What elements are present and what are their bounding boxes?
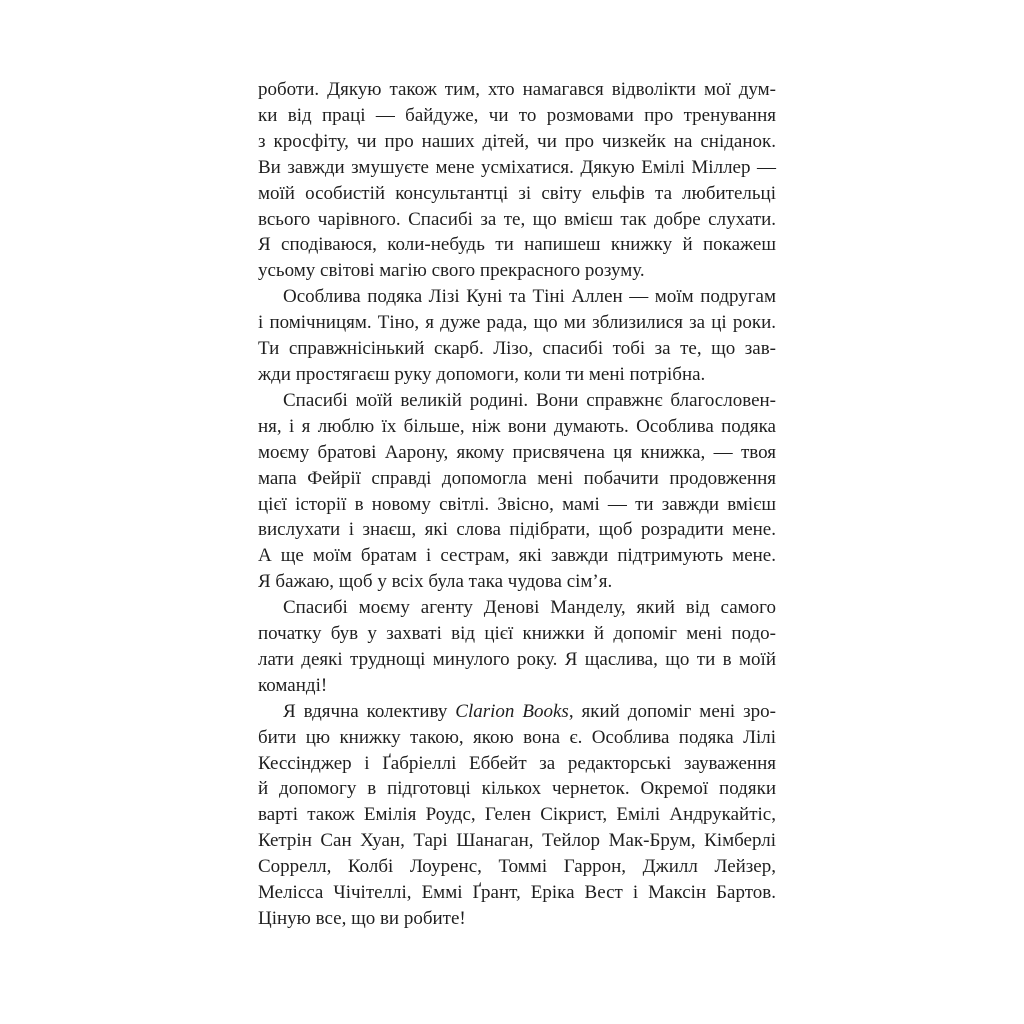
- text-line: жди простягаєш руку допомоги, коли ти мені потрібна.: [258, 363, 706, 385]
- text-line: Особлива подяка Лізі Куні та Тіні Аллен — моїм подругам: [283, 286, 776, 308]
- text-line: Я сподіваюся, коли-небудь ти напишеш книжку й покажеш: [258, 234, 776, 256]
- acknowledgments-text-block: [258, 77, 776, 932]
- text-line: Спасибі моїй великій родині. Вони справжнє благословен-: [283, 389, 776, 411]
- text-line: ня, і я люблю їх більше, ніж вони думають. Особлива подяка: [258, 415, 776, 437]
- text-line: Кетрін Сан Хуан, Тарі Шанаган, Тейлор Мак-Брум, Кімберлі: [258, 830, 776, 852]
- text-line: усьому світові магію свого прекрасного розуму.: [258, 260, 645, 282]
- text-line: й допомогу в підготовці кількох чернеток. Окремої подяки: [258, 778, 776, 800]
- text-line: вислухати і знаєш, які слова підібрати, щоб розрадити мене.: [258, 519, 776, 541]
- paragraph: [258, 77, 776, 284]
- text-line: Кессінджер і Ґабріеллі Еббейт за редакторські зауваження: [258, 752, 776, 774]
- text-line: Я вдячна колективу Clarion Books, який допоміг мені зро-: [283, 700, 776, 722]
- text-line: бити цю книжку такою, якою вона є. Особлива подяка Лілі: [258, 726, 776, 748]
- text-line: всього чарівного. Спасибі за те, що вмієш так добре слухати.: [258, 208, 776, 230]
- text-line: А ще моїм братам і сестрам, які завжди підтримують мене.: [258, 545, 776, 567]
- paragraph: [258, 284, 776, 388]
- paragraph: [258, 388, 776, 595]
- text-line: ки від праці — байдуже, чи то розмовами про тренування: [258, 104, 776, 126]
- text-line: моєму братові Аарону, якому присвячена ця книжка, — твоя: [258, 441, 776, 463]
- paragraph: [258, 595, 776, 699]
- text-line: Спасибі моєму агенту Денові Манделу, який від самого: [283, 597, 776, 619]
- text-line: мапа Фейрії справді допомогла мені побачити продовження: [258, 467, 776, 489]
- text-line: цієї історії в новому світлі. Звісно, мамі — ти завжди вмієш: [258, 493, 776, 515]
- text-line: моїй особистій консультантці зі світу ельфів та любительці: [258, 182, 776, 204]
- text-line: команді!: [258, 674, 328, 696]
- publisher-name-italic: Clarion Books: [455, 700, 569, 722]
- text-line: варті також Емілія Роудс, Гелен Сікрист, Емілі Андрукайтіс,: [258, 804, 776, 826]
- text-line: роботи. Дякую також тим, хто намагався відволікти мої дум-: [258, 79, 776, 100]
- text-line: і помічницям. Тіно, я дуже рада, що ми зблизилися за ці роки.: [258, 312, 776, 334]
- text-line: Ти справжнісінький скарб. Лізо, спасибі тобі за те, що зав-: [258, 338, 776, 360]
- text-line: з кросфіту, чи про наших дітей, чи про чизкейк на сніданок.: [258, 130, 776, 152]
- text-line: Ви завжди змушуєте мене усміхатися. Дякую Емілі Міллер —: [258, 156, 776, 178]
- text-line: лати деякі труднощі минулого року. Я щаслива, що ти в моїй: [258, 648, 776, 670]
- text-line: Мелісса Чічітеллі, Еммі Ґрант, Еріка Вест і Максін Бартов.: [258, 882, 776, 904]
- text-line: Я бажаю, щоб у всіх була така чудова сім’я.: [258, 571, 613, 593]
- text-line: початку був у захваті від цієї книжки й допоміг мені подо-: [258, 623, 776, 645]
- paragraph: [258, 699, 776, 932]
- text-line: Ціную все, що ви робите!: [258, 908, 466, 929]
- text-line: Соррелл, Колбі Лоуренс, Томмі Гаррон, Джилл Лейзер,: [258, 856, 776, 878]
